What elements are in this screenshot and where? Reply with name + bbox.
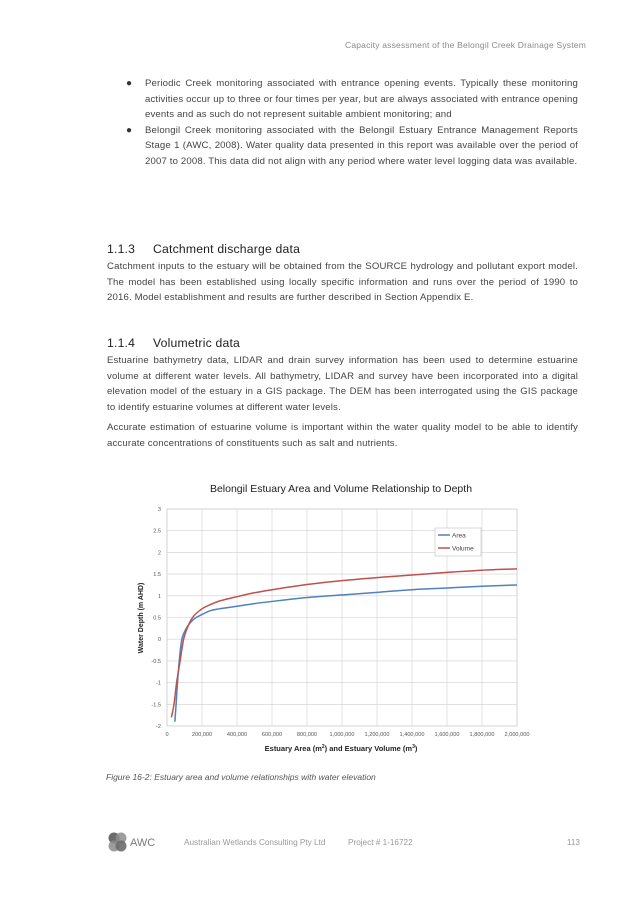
section-heading (107, 242, 578, 256)
bullet-item-entrance-management (124, 123, 578, 170)
section-heading (107, 336, 578, 350)
bullet-text: Belongil Creek monitoring associated with the Belongil Estuary Entrance Management Reports Stage 1 (AWC, 2008). Water quality data presented in this report was available over the period of 2007 to 2008. This data did not align with any period where water level logging data was available. (145, 124, 578, 167)
x-tick-label: 1,000,000 (329, 732, 355, 738)
awc-logo-icon (109, 833, 127, 852)
area-volume-chart (105, 472, 545, 762)
section-title: Volumetric data (153, 336, 241, 350)
bullet-icon: ● (126, 78, 133, 89)
y-tick-label: 0.5 (153, 615, 161, 622)
x-tick-label: 800,000 (296, 732, 318, 738)
y-tick-label: 3 (157, 507, 161, 513)
y-tick-label: 0 (157, 637, 161, 644)
section-title: Catchment discharge data (153, 242, 301, 256)
chart-title: Belongil Estuary Area and Volume Relationship to Depth (209, 483, 473, 495)
footer-company: Australian Wetlands Consulting Pty Ltd (184, 838, 326, 847)
section-paragraph-2: Accurate estimation of estuarine volume is important within the water quality model to be able to identify accurate concentrations of constituents such as salt and nutrients. (107, 422, 578, 449)
running-header: Capacity assessment of the Belongil Creek Drainage System (344, 40, 586, 50)
y-tick-label: 2 (157, 550, 161, 557)
chart-svg (105, 472, 545, 762)
bullet-icon: ● (126, 124, 133, 136)
section-number: 1.1.4 (107, 336, 136, 350)
figure-caption: Figure 16-2: Estuary area and volume relationships with water elevation (106, 772, 376, 782)
section-number: 1.1.3 (107, 242, 136, 256)
awc-logo-text: AWC (130, 837, 156, 849)
x-tick-label: 2,000,000 (504, 732, 530, 738)
awc-logo (106, 828, 170, 863)
x-tick-label: 600,000 (261, 732, 283, 738)
section-paragraph-1: Estuarine bathymetry data, LIDAR and drain survey information has been used to determine estuarine volume at different water levels. All bathymetry, LIDAR and survey have been incorporated into a digital elevation model of the estuary in a GIS package. The DEM has been interrogated using the GIS package to identify estuarine volumes at different water levels. (107, 355, 578, 413)
page-footer (106, 828, 580, 858)
x-tick-label: 200,000 (191, 732, 213, 738)
x-tick-label: 1,800,000 (469, 732, 495, 738)
bullet-item-periodic-monitoring (124, 76, 578, 123)
bullet-text: Periodic Creek monitoring associated with entrance opening events. Typically these monitoring activities occur up to three or four times per year, but are always associated with entrance opening events and as such do not represent suitable ambient monitoring; and (145, 78, 578, 121)
bullet-list (124, 76, 578, 170)
legend-label-volume: Volume (452, 545, 474, 553)
y-tick-label: -2 (156, 724, 161, 730)
x-tick-label: 1,600,000 (434, 732, 460, 738)
y-tick-label: 1 (157, 593, 161, 600)
section-volumetric-data (107, 336, 578, 452)
x-tick-label: 400,000 (226, 732, 248, 738)
x-axis-ticks (165, 732, 529, 738)
footer-page-number: 113 (566, 838, 580, 847)
footer-project-number: Project # 1-16722 (348, 838, 413, 847)
x-axis-label: Estuary Area $(m^2)$ and Estuary Volume $(m^3)$ (264, 744, 418, 753)
x-tick-label: 1,200,000 (364, 732, 390, 738)
y-tick-label: 2.5 (153, 528, 161, 535)
y-tick-label: -1.5 (151, 702, 161, 709)
y-tick-label: -0.5 (151, 658, 161, 665)
legend-label-area: Area (452, 532, 466, 540)
section-paragraph: Catchment inputs to the estuary will be obtained from the SOURCE hydrology and pollutant export model. The model has been established using locally specific information and runs over the period of 1990 to 2016. Model establishment and results are further described in Section Appendix E. (107, 261, 578, 304)
x-tick-label: 0 (165, 732, 169, 738)
y-tick-label: -1 (156, 680, 161, 687)
y-tick-label: 1.5 (153, 572, 161, 579)
chart-legend (435, 528, 481, 556)
y-axis-label: Water Depth (m AHD) (138, 582, 145, 654)
x-tick-label: 1,400,000 (399, 732, 425, 738)
section-catchment-discharge (107, 242, 578, 306)
y-axis-ticks (151, 507, 161, 730)
